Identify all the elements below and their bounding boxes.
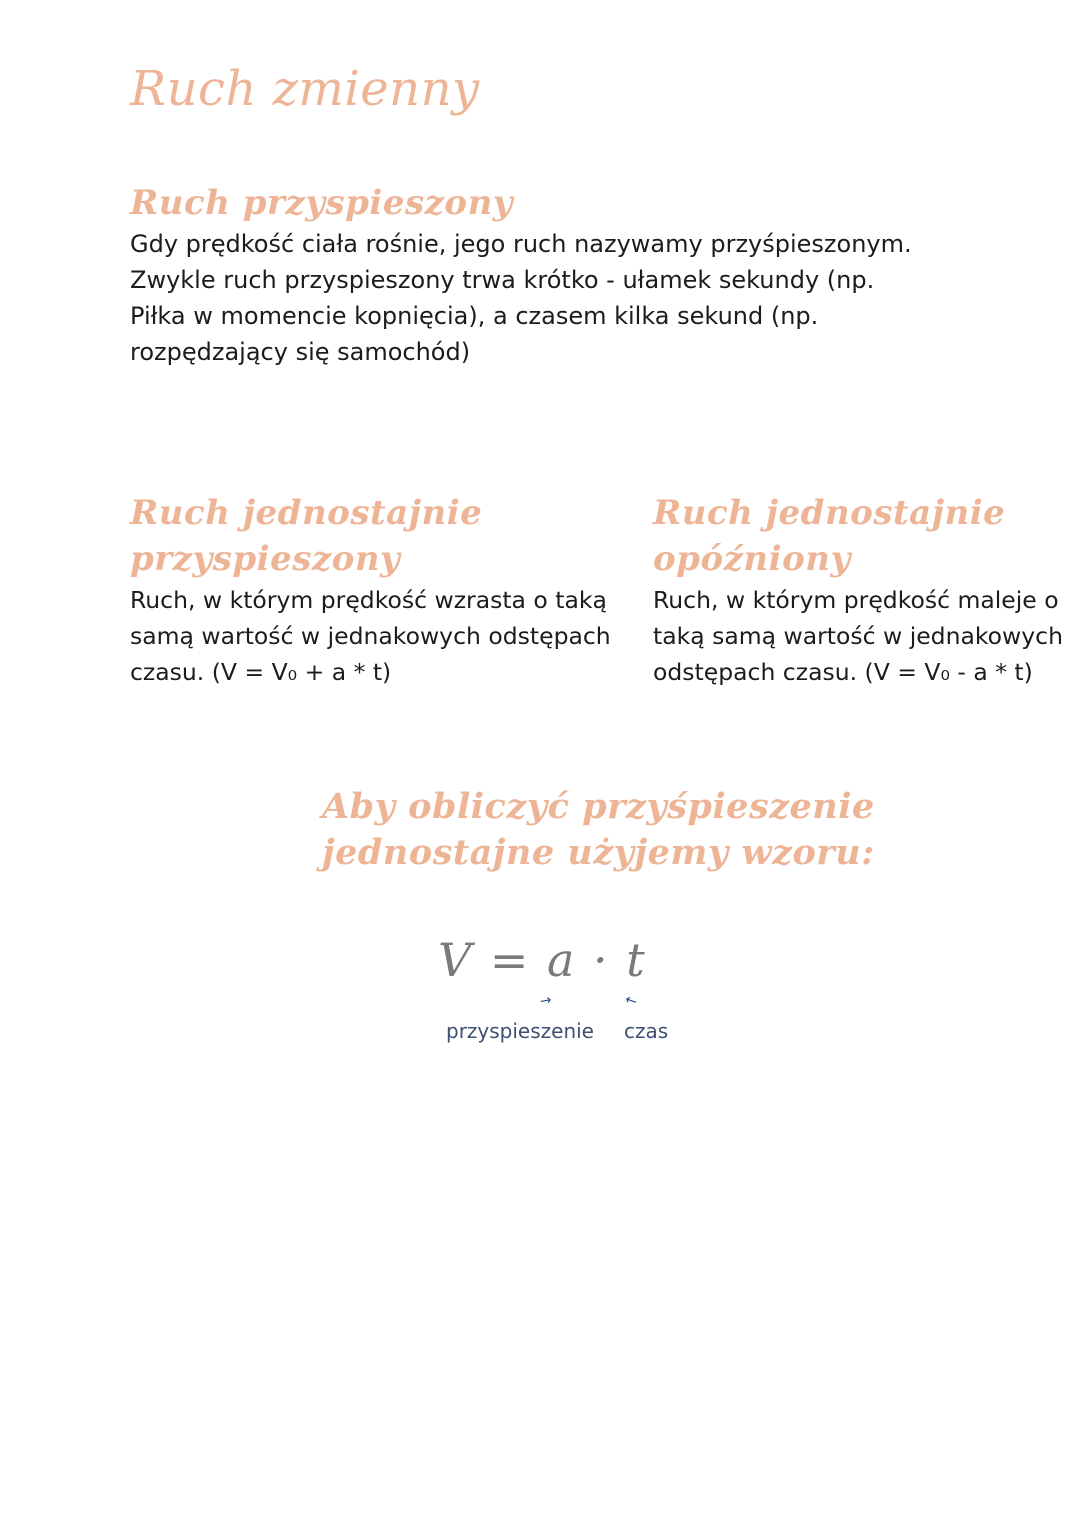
heading-line: Ruch jednostajnie — [130, 493, 483, 533]
heading-line: jednostajne użyjemy wzoru: — [322, 832, 875, 873]
section-heading — [653, 490, 1078, 582]
section-formula-intro — [322, 784, 882, 876]
text-line: Ruch, w którym prędkość wzrasta o taką — [130, 586, 607, 614]
text-line: odstępach czasu. (V = V₀ - a * t) — [653, 658, 1033, 686]
text-line: Gdy prędkość ciała rośnie, jego ruch nazywamy przyśpieszonym. — [130, 230, 912, 258]
formula-label-acceleration: przyspieszenie — [446, 1019, 594, 1043]
formula-intro-heading — [322, 784, 882, 876]
arrow-up-icon: ↖ — [622, 990, 640, 1010]
text-line: samą wartość w jednakowych odstępach — [130, 622, 611, 650]
page-title: Ruch zmienny — [130, 61, 480, 117]
section-heading — [130, 490, 630, 582]
text-line: Ruch, w którym prędkość maleje o — [653, 586, 1059, 614]
section-text — [130, 226, 930, 370]
formula-image — [420, 915, 680, 1055]
text-line: rozpędzający się samochód) — [130, 338, 471, 366]
section-text — [653, 582, 1078, 690]
heading-line: opóźniony — [653, 539, 851, 579]
formula-expression: V = a · t — [438, 933, 647, 987]
section-text — [130, 582, 630, 690]
heading-line: Ruch jednostajnie — [653, 493, 1006, 533]
section-uniformly-accelerated — [130, 490, 630, 690]
text-line: Piłka w momencie kopnięcia), a czasem kilka sekund (np. — [130, 302, 819, 330]
text-line: Zwykle ruch przyspieszony trwa krótko - ułamek sekundy (np. — [130, 266, 875, 294]
heading-line: przyspieszony — [130, 539, 401, 579]
heading-line: Aby obliczyć przyśpieszenie — [322, 786, 875, 827]
arrow-up-icon: ↗ — [536, 990, 556, 1010]
section-heading: Ruch przyspieszony — [130, 183, 514, 223]
section-accelerated-motion — [130, 180, 930, 370]
text-line: czasu. (V = V₀ + a * t) — [130, 658, 392, 686]
text-line: taką samą wartość w jednakowych — [653, 622, 1063, 650]
section-uniformly-decelerated — [653, 490, 1078, 690]
formula-label-time: czas — [624, 1019, 669, 1043]
